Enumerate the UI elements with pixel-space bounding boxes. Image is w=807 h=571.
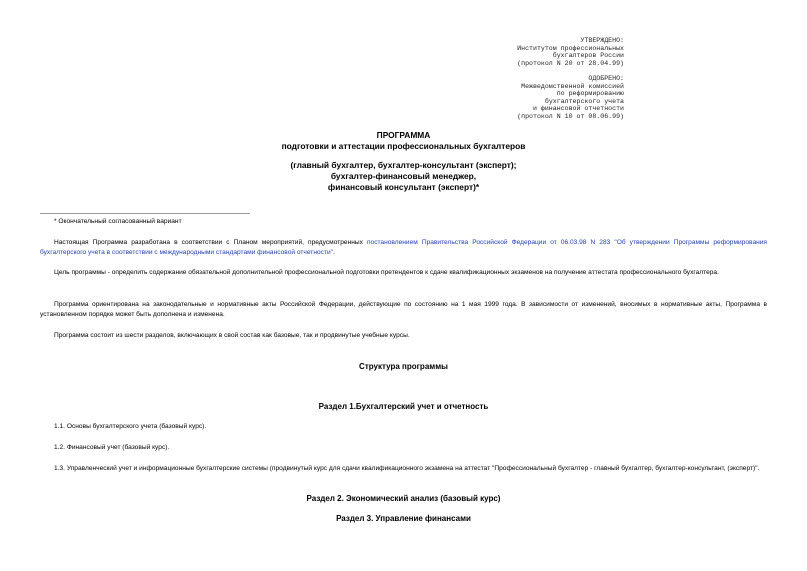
- doc-subtitle-qualifications-3: финансовый консультант (эксперт)*: [327, 182, 480, 192]
- doc-subtitle-qualifications-2: бухгалтер-финансовый менеджер,: [330, 171, 477, 181]
- doc-title: ПРОГРАММА: [376, 130, 431, 140]
- structure-heading: Структура программы: [359, 362, 448, 371]
- list-item: 1.1. Основы бухгалтерского учета (базовый курс).: [54, 423, 207, 430]
- paragraph-goal: Цель программы - определить содержание обязательной дополнительной профессиональной подготовки претендентов к сдаче квалификационных экзаменов на получение аттестата профессионального бухгалтера.: [54, 269, 719, 276]
- section2-heading: Раздел 2. Экономический анализ (базовый курс): [306, 494, 501, 503]
- footnote: * Окончательный согласованный вариант: [54, 218, 182, 225]
- approval-stamp: УТВЕРЖДЕНО: Институтом профессиональных бухгалтеров России (протокол N 20 от 28.04.99): [517, 37, 624, 67]
- list-item: 1.3. Управленческий учет и информационные бухгалтерские системы (продвинутый курс для сдачи квалификационного экзамена на аттестат "Профессиональный бухгалтер - главный бухгалтер, бухгалтер-консультант, (эксперт)".: [54, 465, 760, 472]
- doc-subtitle: подготовки и аттестации профессиональных бухгалтеров: [281, 141, 526, 151]
- list-item: 1.2. Финансовый учет (базовый курс).: [54, 444, 170, 451]
- paragraph-legal-basis: Программа ориентирована на законодательные и нормативные акты Российской Федерации, действующие по состоянию на 1 мая 1999 года. В зависимости от изменений, вносимых в нормативные акты, Программа в установленном порядке может быть дополнена и изменена.: [40, 301, 767, 318]
- section1-heading: Раздел 1.Бухгалтерский учет и отчетность: [318, 402, 489, 411]
- doc-subtitle-qualifications-1: (главный бухгалтер, бухгалтер-консультант (эксперт);: [290, 160, 517, 170]
- section3-heading: Раздел 3. Управление финансами: [336, 514, 471, 523]
- paragraph-sections: Программа состоит из шести разделов, включающих в свой состав как базовые, так и продвинутые учебные курсы.: [54, 332, 410, 339]
- paragraph-intro-prefix: Настоящая Программа разработана в соответствии с Планом мероприятий, предусмотренных: [54, 239, 367, 246]
- paragraph-intro-suffix: .: [332, 249, 335, 256]
- endorsement-stamp: ОДОБРЕНО: Межведомственной комиссией по реформированию бухгалтерского учета и финансовой отчетности (протокол N 10 от 08.06.99): [517, 75, 624, 120]
- footnote-divider: [40, 213, 250, 214]
- government-decree-link[interactable]: постановлением Правительства Российской Федерации от 06.03.98 N 283 "Об утверждении Программы реформирования бухгалтерского учета в соответствии с международными стандартами финансовой отчетности": [40, 239, 768, 256]
- paragraph-intro: [40, 238, 767, 258]
